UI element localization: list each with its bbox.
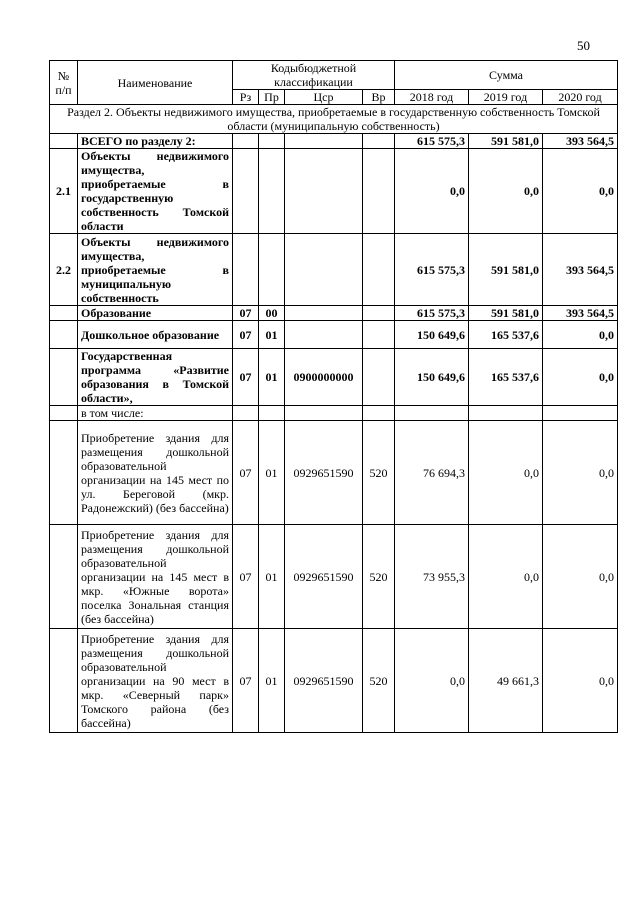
- row-num: [50, 321, 78, 349]
- row-rz: 07: [233, 306, 259, 321]
- row-2019: 165 537,6: [469, 321, 543, 349]
- row-pr: [259, 406, 285, 421]
- page-number: 50: [577, 38, 590, 53]
- row-pr: [259, 134, 285, 149]
- section-title: Раздел 2. Объекты недвижимого имущества, приобретаемые в государственную собственность Томской области (муниципальную собственность): [50, 105, 618, 134]
- table-row: [50, 149, 618, 234]
- table-row: [50, 629, 618, 733]
- row-pr: 01: [259, 321, 285, 349]
- row-vr: [363, 306, 395, 321]
- row-2019: 591 581,0: [469, 234, 543, 306]
- row-pr: [259, 149, 285, 234]
- row-2019: [469, 406, 543, 421]
- row-csr: [285, 306, 363, 321]
- row-rz: 07: [233, 525, 259, 629]
- row-name: Государственная программа «Развитие образования в Томской области»,: [78, 349, 233, 406]
- row-2020: 0,0: [543, 629, 618, 733]
- table-row: [50, 421, 618, 525]
- row-pr: 01: [259, 629, 285, 733]
- row-2020: 0,0: [543, 525, 618, 629]
- row-rz: [233, 149, 259, 234]
- row-2020: 393 564,5: [543, 306, 618, 321]
- row-name: ВСЕГО по разделу 2:: [78, 134, 233, 149]
- table-row: [50, 525, 618, 629]
- row-name: Объекты недвижимого имущества, приобретаемые в государственную собственность Томской области: [78, 149, 233, 234]
- col-header-sum: Сумма: [395, 61, 618, 90]
- row-2019: 591 581,0: [469, 134, 543, 149]
- table-row: [50, 321, 618, 349]
- row-csr: [285, 134, 363, 149]
- row-2018: 615 575,3: [395, 234, 469, 306]
- row-rz: [233, 134, 259, 149]
- row-csr: 0929651590: [285, 525, 363, 629]
- row-vr: 520: [363, 421, 395, 525]
- row-2020: 393 564,5: [543, 134, 618, 149]
- row-name: Образование: [78, 306, 233, 321]
- row-2020: 0,0: [543, 421, 618, 525]
- row-2018: 615 575,3: [395, 306, 469, 321]
- row-rz: 07: [233, 321, 259, 349]
- row-2018: 150 649,6: [395, 321, 469, 349]
- row-name: Приобретение здания для размещения дошкольной образовательной организации на 90 мест в мкр. «Северный парк» Томского района (без бассейна): [78, 629, 233, 733]
- row-pr: [259, 234, 285, 306]
- col-header-pr: Пр: [259, 90, 285, 105]
- row-vr: [363, 321, 395, 349]
- row-2019: 165 537,6: [469, 349, 543, 406]
- col-header-name: Наименование: [78, 61, 233, 105]
- row-num: [50, 306, 78, 321]
- row-2020: 0,0: [543, 349, 618, 406]
- row-name: Приобретение здания для размещения дошкольной образовательной организации на 145 мест в мкр. «Южные ворота» поселка Зональная станция (без бассейна): [78, 525, 233, 629]
- row-name: в том числе:: [78, 406, 233, 421]
- row-vr: [363, 349, 395, 406]
- col-header-csr: Цср: [285, 90, 363, 105]
- row-num: [50, 134, 78, 149]
- col-header-rz: Рз: [233, 90, 259, 105]
- col-header-2020: 2020 год: [543, 90, 618, 105]
- row-num: 2.1: [50, 149, 78, 234]
- row-2018: 150 649,6: [395, 349, 469, 406]
- row-2018: [395, 406, 469, 421]
- table-row: [50, 234, 618, 306]
- row-csr: [285, 234, 363, 306]
- row-vr: [363, 406, 395, 421]
- table-row: [50, 406, 618, 421]
- budget-table: [49, 60, 618, 733]
- row-2020: 0,0: [543, 149, 618, 234]
- row-rz: 07: [233, 421, 259, 525]
- row-name: Дошкольное образование: [78, 321, 233, 349]
- col-header-num: № п/п: [50, 61, 78, 105]
- row-vr: [363, 149, 395, 234]
- row-csr: 0929651590: [285, 629, 363, 733]
- row-rz: [233, 234, 259, 306]
- table-row: [50, 306, 618, 321]
- col-header-2018: 2018 год: [395, 90, 469, 105]
- row-num: [50, 629, 78, 733]
- row-csr: 0900000000: [285, 349, 363, 406]
- row-2018: 76 694,3: [395, 421, 469, 525]
- row-2019: 0,0: [469, 421, 543, 525]
- row-2018: 0,0: [395, 629, 469, 733]
- row-2020: 0,0: [543, 321, 618, 349]
- row-num: [50, 525, 78, 629]
- row-num: [50, 349, 78, 406]
- col-header-vr: Вр: [363, 90, 395, 105]
- row-2018: 73 955,3: [395, 525, 469, 629]
- row-2018: 0,0: [395, 149, 469, 234]
- row-num: [50, 421, 78, 525]
- row-2018: 615 575,3: [395, 134, 469, 149]
- header-row-top: [50, 61, 618, 90]
- row-2019: 0,0: [469, 525, 543, 629]
- row-pr: 01: [259, 525, 285, 629]
- row-csr: [285, 321, 363, 349]
- table-row: [50, 134, 618, 149]
- row-2019: 0,0: [469, 149, 543, 234]
- row-pr: 01: [259, 349, 285, 406]
- section-row: [50, 105, 618, 134]
- row-csr: [285, 406, 363, 421]
- table-row: [50, 349, 618, 406]
- row-vr: 520: [363, 525, 395, 629]
- row-2020: [543, 406, 618, 421]
- row-pr: 01: [259, 421, 285, 525]
- row-num: 2.2: [50, 234, 78, 306]
- row-2019: 49 661,3: [469, 629, 543, 733]
- row-name: Приобретение здания для размещения дошкольной образовательной организации на 145 мест по ул. Береговой (мкр. Радонежский) (без бассейна): [78, 421, 233, 525]
- col-header-codes: Кодыбюджетной классификации: [233, 61, 395, 90]
- row-rz: 07: [233, 629, 259, 733]
- row-vr: [363, 234, 395, 306]
- row-vr: 520: [363, 629, 395, 733]
- row-2020: 393 564,5: [543, 234, 618, 306]
- row-num: [50, 406, 78, 421]
- row-2019: 591 581,0: [469, 306, 543, 321]
- row-vr: [363, 134, 395, 149]
- row-rz: [233, 406, 259, 421]
- row-csr: [285, 149, 363, 234]
- row-name: Объекты недвижимого имущества, приобретаемые в муниципальную собственность: [78, 234, 233, 306]
- row-csr: 0929651590: [285, 421, 363, 525]
- row-pr: 00: [259, 306, 285, 321]
- row-rz: 07: [233, 349, 259, 406]
- col-header-2019: 2019 год: [469, 90, 543, 105]
